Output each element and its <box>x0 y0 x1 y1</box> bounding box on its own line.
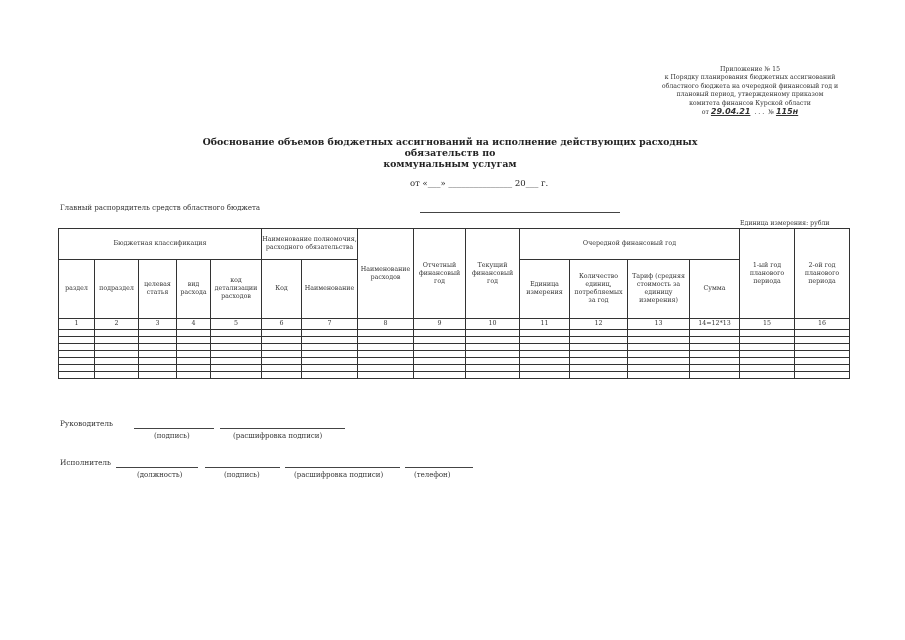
col-num-1: 1 <box>59 319 95 330</box>
main-manager-fill-line <box>420 212 620 213</box>
header-expense-type: вид расхода <box>177 260 211 319</box>
header-unit: Единица измерения <box>520 260 570 319</box>
decode-caption: (расшифровка подписи) <box>294 471 384 479</box>
from-prefix: от <box>701 109 709 117</box>
col-num-11: 11 <box>520 319 570 330</box>
col-num-14: 14=12*13 <box>690 319 740 330</box>
appendix-line-1: Приложение № 15 <box>719 66 781 73</box>
col-num-13: 13 <box>628 319 690 330</box>
col-num-15: 15 <box>740 319 795 330</box>
table-row <box>59 351 850 358</box>
head-decode-caption: (расшифровка подписи) <box>233 432 323 440</box>
phone-caption: (телефон) <box>414 471 451 479</box>
col-num-3: 3 <box>139 319 177 330</box>
header-current-year: Текущий финансовый год <box>466 229 520 319</box>
header-sum: Сумма <box>690 260 740 319</box>
header-podrazdel: подраздел <box>95 260 139 319</box>
appendix-block <box>640 66 860 117</box>
appendix-date-number-line: от 29.04.21 . . . № 115н <box>701 107 799 117</box>
col-num-12: 12 <box>570 319 628 330</box>
table-row <box>59 365 850 372</box>
header-code: Код <box>262 260 302 319</box>
document-title <box>200 137 700 170</box>
header-plan-year-2: 2-ой год планового периода <box>795 229 850 319</box>
appendix-line-5: комитета финансов Курской области <box>689 99 811 107</box>
col-num-8: 8 <box>358 319 414 330</box>
header-plan-year-1: 1-ый год планового периода <box>740 229 795 319</box>
column-number-row <box>59 319 850 330</box>
col-num-7: 7 <box>302 319 358 330</box>
title-line-1: Обоснование объемов бюджетных ассигнований на исполнение действующих расходных обязательств по <box>202 137 698 159</box>
col-num-4: 4 <box>177 319 211 330</box>
unit-label: Единица измерения: рубли <box>740 220 830 227</box>
main-manager-label: Главный распорядитель средств областного бюджета <box>60 204 261 212</box>
handwritten-number: 115н <box>775 107 799 117</box>
sign-caption: (подпись) <box>224 471 260 479</box>
header-reporting-year: Отчетный финансовый год <box>414 229 466 319</box>
header-next-year: Очередной финансовый год <box>520 229 740 260</box>
head-decode-line <box>220 428 345 429</box>
handwritten-date: 29.04.21 <box>710 107 751 117</box>
number-prefix: № <box>768 109 774 117</box>
position-caption: (должность) <box>137 471 183 479</box>
head-sign-caption: (подпись) <box>154 432 190 440</box>
head-label: Руководитель <box>60 419 113 428</box>
table-row <box>59 330 850 337</box>
budget-table <box>58 228 850 379</box>
col-num-2: 2 <box>95 319 139 330</box>
executor-label: Исполнитель <box>60 458 112 467</box>
header-quantity: Количество единиц, потребляемых за год <box>570 260 628 319</box>
table-row <box>59 358 850 365</box>
table-row <box>59 337 850 344</box>
executor-position-line <box>116 467 198 468</box>
header-authority-name: Наименование полномочия, расходного обязательства <box>262 229 358 260</box>
date-line: от «___» _______________ 20___ г. <box>410 179 549 189</box>
appendix-line-2: к Порядку планирования бюджетных ассигнований <box>664 74 836 82</box>
executor-decode-line <box>285 467 400 468</box>
col-num-16: 16 <box>795 319 850 330</box>
head-sign-line <box>134 428 214 429</box>
col-num-10: 10 <box>466 319 520 330</box>
header-tariff: Тариф (средняя стоимость за единицу измерения) <box>628 260 690 319</box>
appendix-line-3: областного бюджета на очередной финансовый год и <box>661 82 839 90</box>
header-detail-code: код детализации расходов <box>211 260 262 319</box>
title-line-2: коммунальным услугам <box>383 159 517 170</box>
header-razdel: раздел <box>59 260 95 319</box>
header-budget-classification: Бюджетная классификация <box>59 229 262 260</box>
header-name: Наименование <box>302 260 358 319</box>
table-row <box>59 344 850 351</box>
table-row <box>59 372 850 379</box>
executor-sign-line <box>205 467 280 468</box>
col-num-5: 5 <box>211 319 262 330</box>
header-target-item: целевая статья <box>139 260 177 319</box>
col-num-6: 6 <box>262 319 302 330</box>
appendix-line-4: плановый период, утвержденному приказом <box>676 91 824 99</box>
col-num-9: 9 <box>414 319 466 330</box>
executor-phone-line <box>405 467 473 468</box>
header-expense-name: Наименование расходов <box>358 229 414 319</box>
